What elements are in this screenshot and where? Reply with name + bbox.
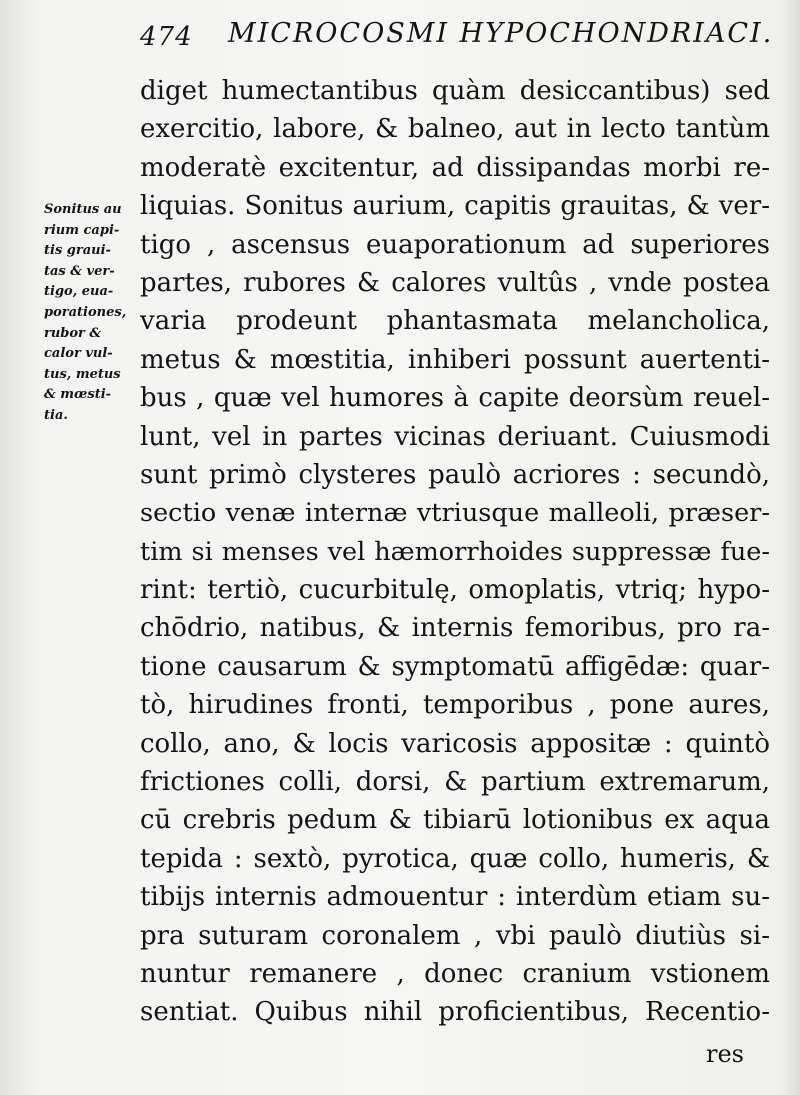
text-line: pra suturam coronalem , vbi paulò diutiùs si-	[140, 920, 770, 951]
page-number: 474	[140, 22, 193, 52]
text-line: sectio venæ internæ vtriusque malleoli, præser-	[140, 498, 770, 529]
text-line: tigo , ascensus euaporationum ad superiores	[140, 229, 770, 260]
text-line: metus & mœstitia, inhiberi possunt auertenti-	[140, 344, 770, 375]
text-line: tibijs internis admouentur : interdùm etiam su-	[140, 882, 770, 913]
marginal-note-line: Sonitus au	[44, 202, 122, 217]
text-line: sentiat. Quibus nihil proficientibus, Recentio-	[140, 997, 770, 1028]
text-line: moderatè excitentur, ad dissipandas morbi re-	[140, 152, 770, 183]
running-title: MICROCOSMI HYPOCHONDRIACI.	[228, 18, 774, 49]
text-line: diget humectantibus quàm desiccantibus) sed	[140, 76, 770, 106]
marginal-note-line: porationes,	[44, 304, 127, 320]
text-line: varia prodeunt phantasmata melancholica,	[140, 306, 770, 337]
text-line: partes, rubores & calores vultûs , vnde postea	[140, 267, 770, 298]
text-line: nuntur remanere , donec cranium vstionem	[140, 958, 770, 989]
text-line: liquias. Sonitus aurium, capitis grauitas, & ver-	[140, 191, 770, 222]
text-line: chōdrio, natibus, & internis femoribus, pro ra-	[140, 613, 770, 644]
text-line: lunt, vel in partes vicinas deriuant. Cuiusmodi	[140, 421, 770, 452]
text-line: tepida : sextò, pyrotica, quæ collo, humeris, &	[140, 843, 770, 874]
text-line: tò, hirudines fronti, temporibus , pone aures,	[140, 690, 770, 721]
text-line: collo, ano, & locis varicosis appositæ : quintò	[140, 728, 770, 759]
marginal-note	[44, 200, 130, 427]
marginal-note-line: tis graui-	[44, 243, 111, 259]
text-line: sunt primò clysteres paulò acriores : secundò,	[140, 459, 770, 490]
text-line: exercitio, labore, & balneo, aut in lecto tantùm	[140, 114, 770, 145]
text-line: cū crebris pedum & tibiarū lotionibus ex aqua	[140, 805, 770, 836]
text-line: rint: tertiò, cucurbitulę, omoplatis, vtriq; hypo-	[140, 575, 770, 606]
body-text	[140, 72, 770, 1032]
text-line: tim si menses vel hæmorrhoides suppressæ fue-	[140, 536, 770, 567]
page-header	[0, 8, 800, 56]
text-line: tione causarum & symptomatū affigēdæ: quar-	[140, 651, 770, 682]
marginal-note-line: rium capi-	[44, 222, 120, 238]
marginal-note-line: tas & ver-	[44, 263, 115, 279]
text-line: bus , quæ vel humores à capite deorsùm reuel-	[140, 383, 770, 414]
text-line: frictiones colli, dorsi, & partium extremarum,	[140, 767, 770, 798]
marginal-note-line: tus, metus	[44, 366, 121, 382]
catchword: res	[706, 1040, 744, 1068]
marginal-note-line: tia.	[44, 407, 68, 423]
marginal-note-line: rubor &	[44, 325, 102, 341]
marginal-note-line: & mœsti-	[44, 387, 112, 403]
marginal-note-line: calor vul-	[44, 346, 113, 362]
marginal-note-line: tigo, eua-	[44, 284, 114, 300]
